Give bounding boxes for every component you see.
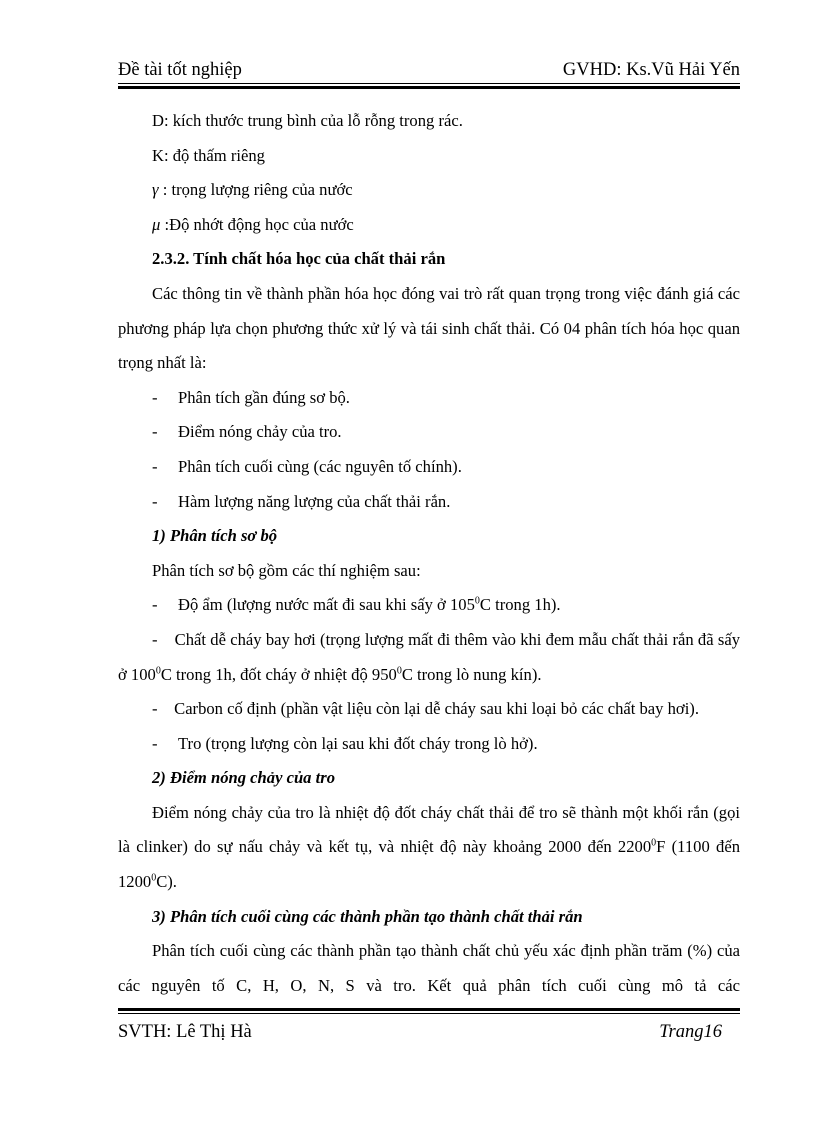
analysis-item: - Phân tích cuối cùng (các nguyên tố chính). [152,456,462,476]
analysis-item: - Điểm nóng chảy của tro. [152,422,342,442]
footer-rule-thin [118,1013,740,1014]
definition-mu: μ :Độ nhớt động học của nước [152,214,354,234]
definition-gamma: γ : trọng lượng riêng của nước [152,180,353,200]
section-heading: 2.3.2. Tính chất hóa học của chất thải rắn [152,249,446,269]
definition-d: D: kích thước trung bình của lỗ rỗng trong rác. [152,111,463,130]
volatile-item: - Chất dễ cháy bay hơi (trọng lượng mất đi thêm vào khi đem mẫu chất thải rắn đã sấy ở $100^0C$ trong 1h, đốt cháy ở nhiệt độ $950^0C$ trong lò nung kín). [118,629,740,684]
carbon-item: - Carbon cố định (phần vật liệu còn lại dễ cháy sau khi loại bỏ các chất bay hơi). [152,699,699,719]
ash-item: - Tro (trọng lượng còn lại sau khi đốt cháy trong lò hở). [152,733,538,753]
page-footer [118,1022,722,1043]
moisture-item: - Độ ẩm (lượng nước mất đi sau khi sấy ở $105^0C$ trong 1h). [152,595,561,615]
subheading-2: 2) Điểm nóng chảy của tro [152,768,335,788]
header-thesis-title: Đề tài tốt nghiệp [118,60,242,80]
subheading-3: 3) Phân tích cuối cùng các thành phần tạo thành chất thải rắn [152,906,583,926]
analysis-item: - Phân tích gần đúng sơ bộ. [152,387,350,407]
sub1-lead: Phân tích sơ bộ gồm các thí nghiệm sau: [152,560,421,580]
subheading-1: 1) Phân tích sơ bộ [152,526,278,546]
header-rule-thin [118,83,740,84]
footer-rule-thick [118,1008,740,1011]
page-number: Trang16 [659,1022,722,1042]
page-body [118,104,740,1003]
header-advisor: GVHD: Ks.Vũ Hải Yến [562,60,740,80]
analysis-item: - Hàm lượng năng lượng của chất thải rắn. [152,491,451,511]
header-rule-thick [118,86,740,89]
footer-student: SVTH: Lê Thị Hà [118,1022,252,1042]
sub2-paragraph: Điểm nóng chảy của tro là nhiệt độ đốt cháy chất thải để tro sẽ thành một khối rắn (gọi là clinker) do sự nấu chảy và kết tụ, và nhiệt độ này khoảng 2000 đến 2200$^0$F (1100 đến 1200$^0$C). [118,802,740,892]
page-header [118,60,740,81]
definition-k: K: độ thấm riêng [152,145,265,165]
intro-paragraph: Các thông tin về thành phần hóa học đóng vai trò rất quan trọng trong việc đánh giá các phương pháp lựa chọn phương thức xử lý và tái sinh chất thải. Có 04 phân tích hóa học quan trọng nhất là: [118,283,740,373]
sub3-paragraph: Phân tích cuối cùng các thành phần tạo thành chất chủ yếu xác định phần trăm (%) của các nguyên tố C, H, O, N, S và tro. Kết quả phân tích cuối cùng mô tả các [118,941,740,995]
